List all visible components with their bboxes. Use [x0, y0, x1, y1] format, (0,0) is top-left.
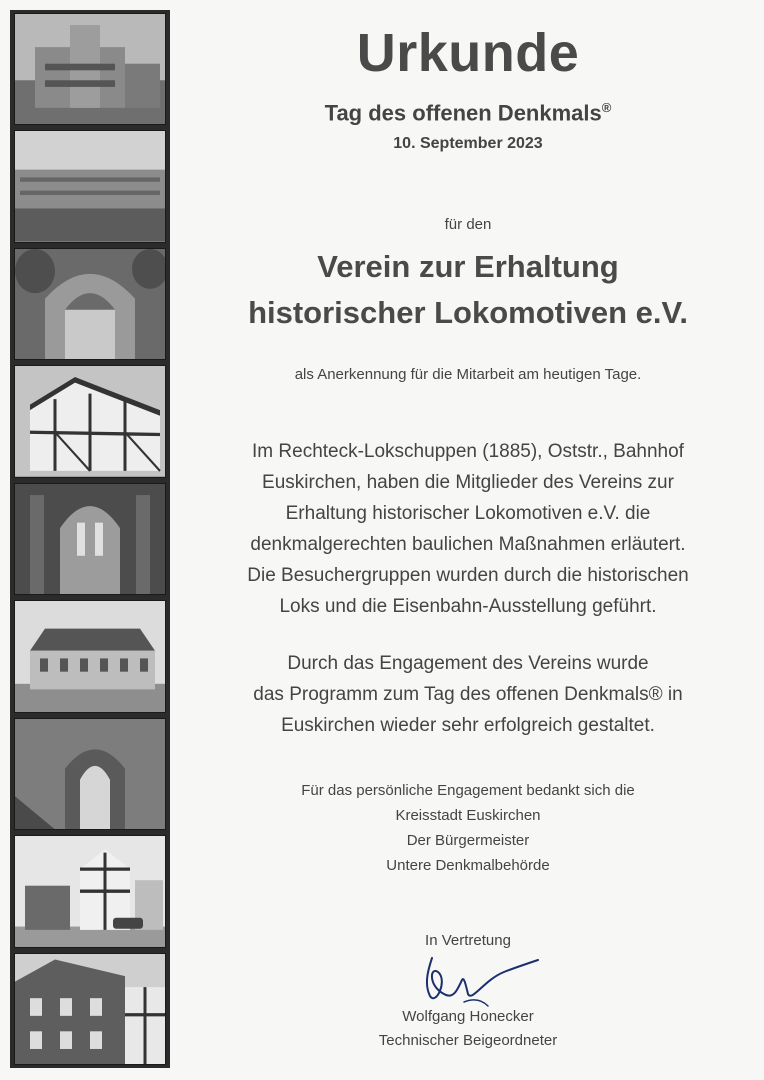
registered-mark: ® [601, 100, 612, 115]
photo-strip [10, 10, 170, 1068]
organization-line: Verein zur Erhaltung [317, 249, 619, 284]
thanks-line: Der Bürgermeister [406, 832, 530, 849]
stone-archway-photo [14, 248, 166, 360]
stone-wall-arch-photo [14, 718, 166, 830]
manor-house-photo [14, 600, 166, 712]
certificate-date: 10. September 2023 [393, 135, 543, 152]
organization-line: historischer Lokomotiven e.V. [248, 295, 688, 330]
certificate-title: Urkunde [356, 23, 580, 83]
signer-name: Wolfgang Honecker [402, 1008, 534, 1025]
paragraph-line: Durch das Engagement des Vereins wurde [287, 653, 649, 674]
paragraph-line: Erhaltung historischer Lokomotiven e.V. die [285, 503, 651, 524]
station-building-photo [14, 130, 166, 242]
thanks-line: Untere Denkmalbehörde [386, 857, 550, 874]
half-timbered-house-photo [14, 365, 166, 477]
stone-house-photo [14, 953, 166, 1065]
paragraph-line: Loks und die Eisenbahn-Ausstellung geführt. [279, 596, 657, 617]
modern-building-photo [14, 13, 166, 125]
certificate-subtitle [172, 100, 764, 126]
thanks-line: Für das persönliche Engagement bedankt sich die [301, 782, 635, 799]
for-label: für den [444, 216, 492, 233]
paragraph-event [172, 436, 764, 622]
certificate [172, 0, 764, 1080]
paragraph-line: das Programm zum Tag des offenen Denkmals® in [253, 684, 683, 705]
signer-role: Technischer Beigeordneter [378, 1032, 558, 1049]
paragraph-line: denkmalgerechten baulichen Maßnahmen erläutert. [250, 534, 686, 555]
thanks-block [172, 778, 764, 878]
handwritten-signature [414, 950, 544, 1012]
in-representation: In Vertretung [425, 932, 511, 949]
paragraph-line: Im Rechteck-Lokschuppen (1885), Oststr., Bahnhof [252, 441, 684, 462]
paragraph-line: Euskirchen wieder sehr erfolgreich gestaltet. [281, 715, 655, 736]
organization-name [172, 244, 764, 336]
recognition-text: als Anerkennung für die Mitarbeit am heutigen Tage. [294, 366, 642, 383]
half-timbered-street-photo [14, 835, 166, 947]
paragraph-engagement [172, 648, 764, 741]
paragraph-line: Euskirchen, haben die Mitglieder des Vereins zur [262, 472, 674, 493]
thanks-line: Kreisstadt Euskirchen [395, 807, 541, 824]
paragraph-line: Die Besuchergruppen wurden durch die historischen [247, 565, 689, 586]
subtitle-text: Tag des offenen Denkmals [324, 100, 602, 126]
church-interior-photo [14, 483, 166, 595]
